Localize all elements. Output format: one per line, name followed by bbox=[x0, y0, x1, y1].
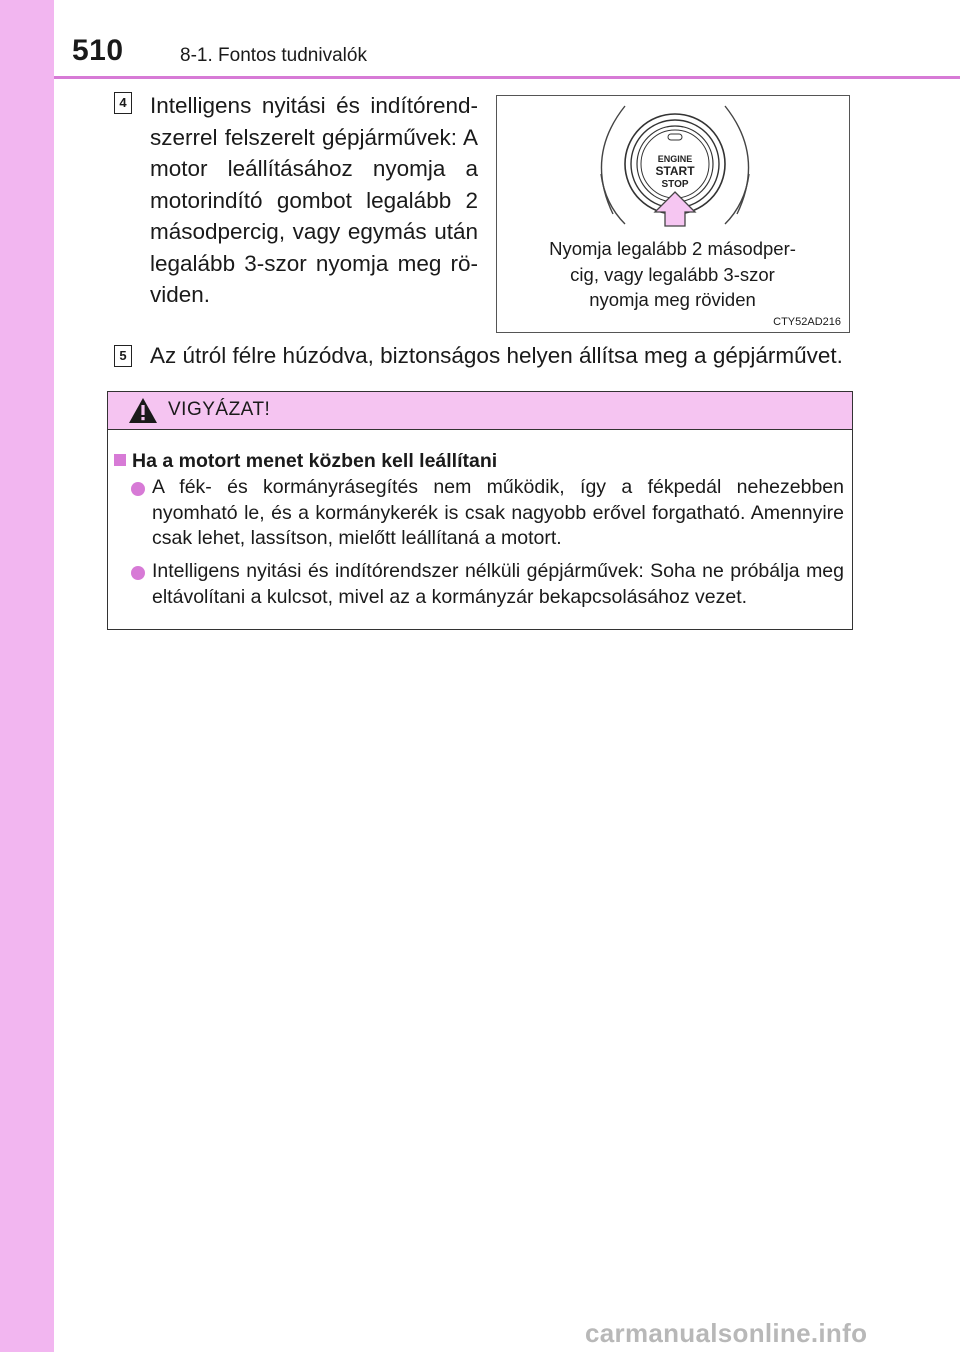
warning-bullet-1: A fék- és kormányrásegítés nem működik, így a fékpedál nehezebben nyomható le, és a kormánykerék is csak nagyobb erővel forgatható. Amennyire csak lehet, lassítson, mielőtt leállítaná a motort. bbox=[152, 476, 844, 549]
round-bullet-icon bbox=[131, 482, 145, 496]
header-divider bbox=[54, 76, 960, 79]
watermark: carmanualsonline.info bbox=[585, 1318, 868, 1348]
start-button-figure bbox=[496, 95, 850, 333]
side-band bbox=[0, 0, 54, 1352]
step-badge-5: 5 bbox=[114, 345, 132, 367]
warning-subheading bbox=[114, 450, 497, 473]
button-label-start: START bbox=[655, 164, 695, 178]
warning-bullet-2: Intelligens nyitási és indítórendszer nélküli gépjárművek: Soha ne próbálja meg eltávolítani a kulcsot, mivel az a kormányzár bekapcsolásához vezet. bbox=[152, 560, 844, 608]
step-badge-4: 4 bbox=[114, 92, 132, 114]
figure-caption bbox=[497, 236, 848, 313]
warning-box bbox=[107, 391, 853, 630]
square-bullet-icon bbox=[114, 454, 126, 466]
step-4-text: Intelligens nyitási és indítórendszerrel felszerelt gépjárművek: A motor leállításához nyomja a motorindító gombot legalább 2 másodpercig, vagy egymás után legalább 3-szor nyomja meg röviden. bbox=[150, 93, 478, 307]
step-5-text: Az útról félre húzódva, biztonságos helyen állítsa meg a gépjárművet. bbox=[150, 343, 843, 368]
warning-triangle-icon bbox=[128, 397, 158, 424]
button-label-stop: STOP bbox=[661, 179, 689, 190]
warning-subheading-text: Ha a motort menet közben kell leállítani bbox=[132, 450, 498, 472]
page-number: 510 bbox=[72, 34, 124, 67]
warning-header bbox=[108, 392, 852, 430]
warning-title: VIGYÁZAT! bbox=[168, 399, 271, 420]
section-title: 8-1. Fontos tudnivalók bbox=[180, 45, 367, 66]
button-label-engine: ENGINE bbox=[657, 154, 693, 164]
figure-caption-line: Nyomja legalább 2 másodper- bbox=[549, 238, 796, 259]
figure-caption-line: nyomja meg röviden bbox=[589, 289, 756, 310]
figure-code: CTY52AD216 bbox=[773, 316, 841, 328]
round-bullet-icon bbox=[131, 566, 145, 580]
figure-caption-line: cig, vagy legalább 3-szor bbox=[570, 263, 775, 285]
